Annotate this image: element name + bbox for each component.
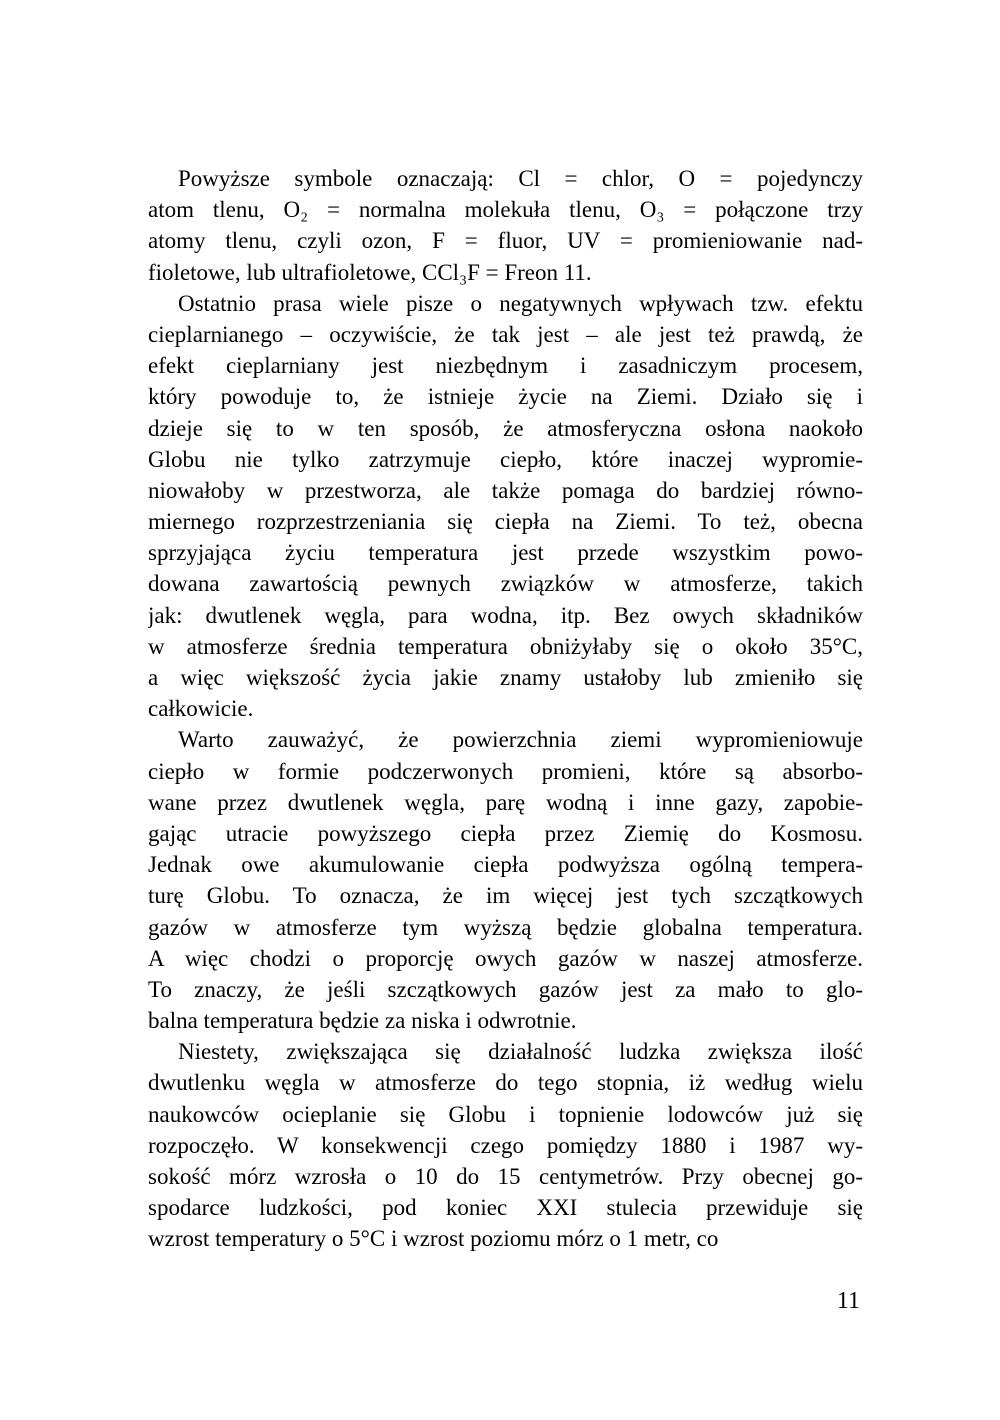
text-line: w atmosferze średnia temperatura obniżyłaby się o około 35°C, (148, 633, 863, 659)
text-line: To znaczy, że jeśli szczątkowych gazów jest za mało to glo- (148, 976, 863, 1002)
text-line: atomy tlenu, czyli ozon, F = fluor, UV = promieniowanie nad- (148, 228, 863, 254)
page-number: 11 (836, 1288, 860, 1314)
text-line: A więc chodzi o proporcję owych gazów w naszej atmosferze. (148, 945, 863, 971)
text-line: sokość mórz wzrosła o 10 do 15 centymetrów. Przy obecnej go- (148, 1164, 863, 1189)
text-line: Globu nie tylko zatrzymuje ciepło, które inaczej wypromie- (148, 446, 863, 472)
text-line: balna temperatura będzie za niska i odwrotnie. (148, 1008, 577, 1034)
paragraph (148, 1036, 863, 1254)
text-line: a więc większość życia jakie znamy ustałoby lub zmieniło się (148, 665, 863, 690)
text-line: wzrost temperatury o 5°C i wzrost poziomu mórz o 1 metr, co (148, 1226, 719, 1252)
paragraph (148, 724, 863, 1036)
text-line: cieplarnianego – oczywiście, że tak jest – ale jest też prawdą, że (148, 321, 863, 347)
text-line: całkowicie. (148, 696, 254, 722)
text-line: ciepło w formie podczerwonych promieni, które są absorbo- (148, 758, 863, 784)
body-text (148, 163, 863, 1255)
text-line: turę Globu. To oznacza, że im więcej jest tych szczątkowych (148, 883, 863, 909)
text-line: Niestety, zwiększająca się działalność ludzka zwiększa ilość (178, 1039, 863, 1065)
text-line: jak: dwutlenek węgla, para wodna, itp. Bez owych składników (148, 602, 863, 628)
text-line: miernego rozprzestrzeniania się ciepła na Ziemi. To też, obecna (148, 509, 863, 535)
text-line: wane przez dwutlenek węgla, parę wodną i inne gazy, zapobie- (148, 789, 863, 815)
text-line: rozpoczęło. W konsekwencji czego pomiędzy 1880 i 1987 wy- (148, 1132, 863, 1158)
text-line: fioletowe, lub ultrafioletowe, CCl₃F = Freon 11. (148, 259, 592, 285)
text-line: spodarce ludzkości, pod koniec XXI stulecia przewiduje się (148, 1195, 863, 1221)
text-line: Powyższe symbole oznaczają: Cl = chlor, O = pojedynczy (178, 166, 863, 191)
text-line: gając utracie powyższego ciepła przez Ziemię do Kosmosu. (148, 820, 863, 846)
text-line: Ostatnio prasa wiele pisze o negatywnych wpływach tzw. efektu (178, 290, 863, 316)
text-line: dzieje się to w ten sposób, że atmosferyczna osłona naokoło (148, 415, 863, 441)
text-line: Jednak owe akumulowanie ciepła podwyższa ogólną tempera- (148, 852, 863, 878)
text-line: który powoduje to, że istnieje życie na Ziemi. Działo się i (148, 384, 863, 410)
paragraph (148, 163, 863, 288)
text-line: dwutlenku węgla w atmosferze do tego stopnia, iż według wielu (148, 1070, 863, 1096)
text-line: atom tlenu, O₂ = normalna molekuła tlenu, O₃ = połączone trzy (148, 197, 863, 223)
text-line: Warto zauważyć, że powierzchnia ziemi wypromieniowuje (178, 727, 863, 753)
text-line: sprzyjająca życiu temperatura jest przede wszystkim powo- (148, 540, 863, 566)
paragraph (148, 288, 863, 725)
text-line: naukowców ocieplanie się Globu i topnienie lodowców już się (148, 1101, 863, 1127)
text-line: niowałoby w przestworza, ale także pomaga do bardziej równo- (148, 477, 863, 503)
text-line: gazów w atmosferze tym wyższą będzie globalna temperatura. (148, 914, 863, 940)
text-line: dowana zawartością pewnych związków w atmosferze, takich (148, 571, 863, 597)
text-line: efekt cieplarniany jest niezbędnym i zasadniczym procesem, (148, 353, 863, 379)
